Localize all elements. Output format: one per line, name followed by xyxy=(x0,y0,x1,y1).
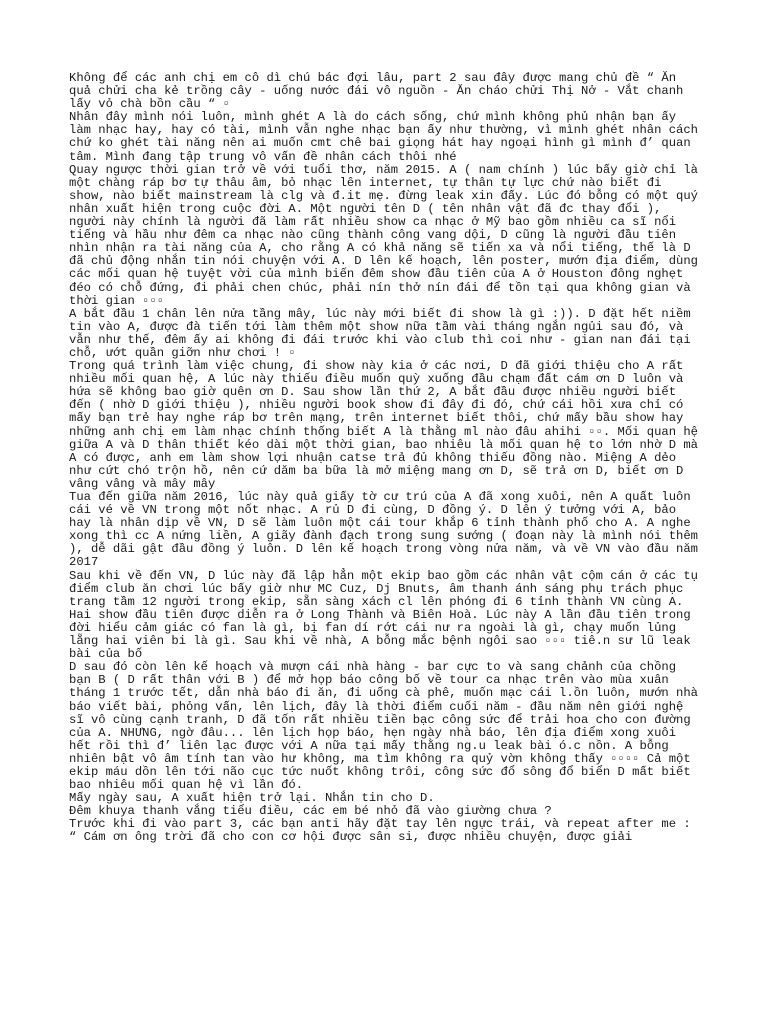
paragraph-intro: Không để các anh chị em cô dì chú bác đợi lâu, part 2 sau đây được mang chủ đề “ Ăn quả chửi cha kẻ trồng cây - uống nước đái vô nguồn - Ăn cháo chửi Thị Nở - Vắt chanh lấy vỏ chà bồn cầu “ ▫ xyxy=(69,71,684,112)
paragraph-2016: Tua đến giữa năm 2016, lúc này quả giấy tờ cư trú của A đã xong xuôi, nên A quất luôn cái vé về VN trong một nốt nhạc. A rủ D đi cùng, D đồng ý. D lên ý tưởng với A, bảo hay là nhân dịp về VN, D sẽ làm luôn một cái tour khắp 6 tỉnh thành phố cho A. A nghe xong thì cc A nứng liền, A giãy đành đạch trong sung sướng ( đoạn này là mình nói thêm ), dễ dãi gật đầu đồng ý luôn. D lên kế hoạch trong vòng nửa năm, và về VN vào đầu năm 2017 xyxy=(69,490,698,570)
paragraph-reappear: Mấy ngày sau, A xuất hiện trở lại. Nhắn tin cho D. xyxy=(69,791,435,806)
paragraph-night-question: Đêm khuya thanh vắng tiểu điều, các em bé nhỏ đã vào giường chưa ? xyxy=(69,804,552,819)
paragraph-working-together: Trong quá trình làm việc chung, đi show này kia ở các nơi, D đã giới thiệu cho A rất nhiều mối quan hệ, A lúc này thiếu điều muốn quỳ xuống đầu chạm đất cám ơn D luôn và hứa sẽ không bao giờ quên ơn D. Sau show lần thứ 2, A bắt đầu được nhiều người biết đến ( nhờ D giới thiệu ), nhiều người book show đi đây đi đó, chứ cái hồi xưa chỉ có mấy bạn trẻ hay nghe ráp bơ trên mạng, trên internet biết thôi, chứ mấy bầu show hay những anh chị em làm nhạc chính thống biết A là thằng ml nào đâu ahihi ▫▫. Mối quan hệ giữa A và D thân thiết kéo dài một thời gian, bao nhiêu là mối quan hệ to lớn nhờ D mà A có được, anh em làm show lợi nhuận catse trả đủ không thiếu đồng nào. Miệng A dẻo như cứt chó trộn hồ, nên cứ dăm ba bữa là mở miệng mang ơn D, sẽ trả ơn D, biết ơn D vâng vâng và mây mây xyxy=(69,359,698,491)
paragraph-second-show: A bắt đầu 1 chân lên nửa tầng mây, lúc này mới biết đi show là gì :)). D đặt hết niềm tin vào A, được đà tiến tới làm thêm một show nữa tầm vài tháng ngắn ngủi sau đó, và vẫn như thế, đêm ấy ai không đi đái trước khi vào club thì coi như - gian nan đái tại chỗ, ướt quần giỡn như chơi ! ▫ xyxy=(69,306,691,360)
paragraph-arrival-vn: Sau khi về đến VN, D lúc này đã lập hẳn một ekip bao gồm các nhân vật cộm cán ở các tụ điểm club ăn chơi lúc bấy giờ như MC Cuz, Dj Bnuts, âm thanh ánh sáng phụ trách phục trang tầm 12 người trong ekip, sẵn sàng xách cl lên phóng đi 6 tỉnh thành VN cùng A. Hai show đầu tiên được diễn ra ở Long Thành và Biên Hoà. Lúc này A lần đầu tiên trong đời hiểu cảm giác có fan là gì, bị fan dí rớt cái nư ra ngoài là gì, chạy muốn lủng lẵng hai viên bi là gì. Sau khi về nhà, A bỗng mắc bệnh ngôi sao ▫▫▫ tiê.n sư lũ leak bài của bố xyxy=(69,568,698,662)
document-page xyxy=(69,72,701,845)
paragraph-2015-story: Quay ngược thời gian trở về với tuổi thơ, năm 2015. A ( nam chính ) lúc bấy giờ chỉ là một chàng ráp bơ tự thâu âm, bỏ nhạc lên internet, tự thân tự lực chứ nào biết đi show, nào biết mainstream là clg và đ.it mẹ. đừng leak xin đấy. Lúc đó bỗng có một quý nhân xuất hiện trong cuộc đời A. Một người tên D ( tên nhân vật đã đc thay đổi ), người này chính là người đã làm rất nhiều show ca nhạc ở Mỹ bao gồm nhiều ca sĩ nổi tiếng và hầu như đêm ca nhạc nào cũng thành công vang dội, D cũng là người đầu tiên nhìn nhận ra tài năng của A, cho rằng A có khả năng sẽ tiến xa và nổi tiếng, thế là D đã chủ động nhắn tin nói chuyện với A. D lên kế hoạch, lên poster, mướn địa điểm, dùng các mối quan hệ tuyệt vời của mình biến đêm show đầu tiên của A ở Houston đông nghẹt đéo có chỗ đứng, đi phải chen chúc, phải nín thở nín đái để tồn tại qua không gian và thời gian ▫▫▫ xyxy=(69,162,698,308)
paragraph-disclaimer: Nhân đây mình nói luôn, mình ghét A là do cách sống, chứ mình không phủ nhận bạn ấy làm nhạc hay, hay có tài, mình vẫn nghe nhạc bạn ấy như thường, vì mình ghét nhân cách chứ ko ghét tài năng nên ai muốn cmt chê bai giọng hát hay ngoại hình gì mình đ’ quan tâm. Mình đang tập trung vô vấn đề nhân cách thôi nhé xyxy=(69,110,698,164)
paragraph-part3-intro: Trước khi đi vào part 3, các bạn anti hãy đặt tay lên ngực trái, và repeat after me : “ Cám ơn ông trời đã cho con cơ hội được sân si, được nhiều chuyện, được giải xyxy=(69,817,691,845)
paragraph-press-conference: D sau đó còn lên kế hoạch và mượn cái nhà hàng - bar cực to và sang chảnh của chồng bạn B ( D rất thân với B ) để mở họp báo công bố về tour ca nhạc trên vào mùa xuân tháng 1 trước tết, dẫn nhà báo đi ăn, đi uống cà phê, muốn mạc cái l.ồn luôn, mướn nhà báo viết bài, phỏng vấn, lên lịch, đây là thời điểm cuối năm - đầu năm nên giới nghệ sĩ vô cùng cạnh tranh, D đã tốn rất nhiều tiền bạc công sức để trải hoa cho con đường của A. NHƯNG, ngờ đâu... lên lịch họp báo, hẹn ngày nhà báo, lên địa điểm xong xuôi hết rồi thì đ’ liên lạc được với A nữa tại mấy thằng ng.u leak bài ó.c nồn. A bỗng nhiên bật vô âm tính tan vào hư không, ma tìm không ra quỷ vờn không thấy ▫▫▫▫ Cả một ekip máu dồn lên tới não cục tức nuốt không trôi, công sức đổ sông đổ biển D mất biết bao nhiêu mối quan hệ vì lần đó. xyxy=(69,660,698,793)
